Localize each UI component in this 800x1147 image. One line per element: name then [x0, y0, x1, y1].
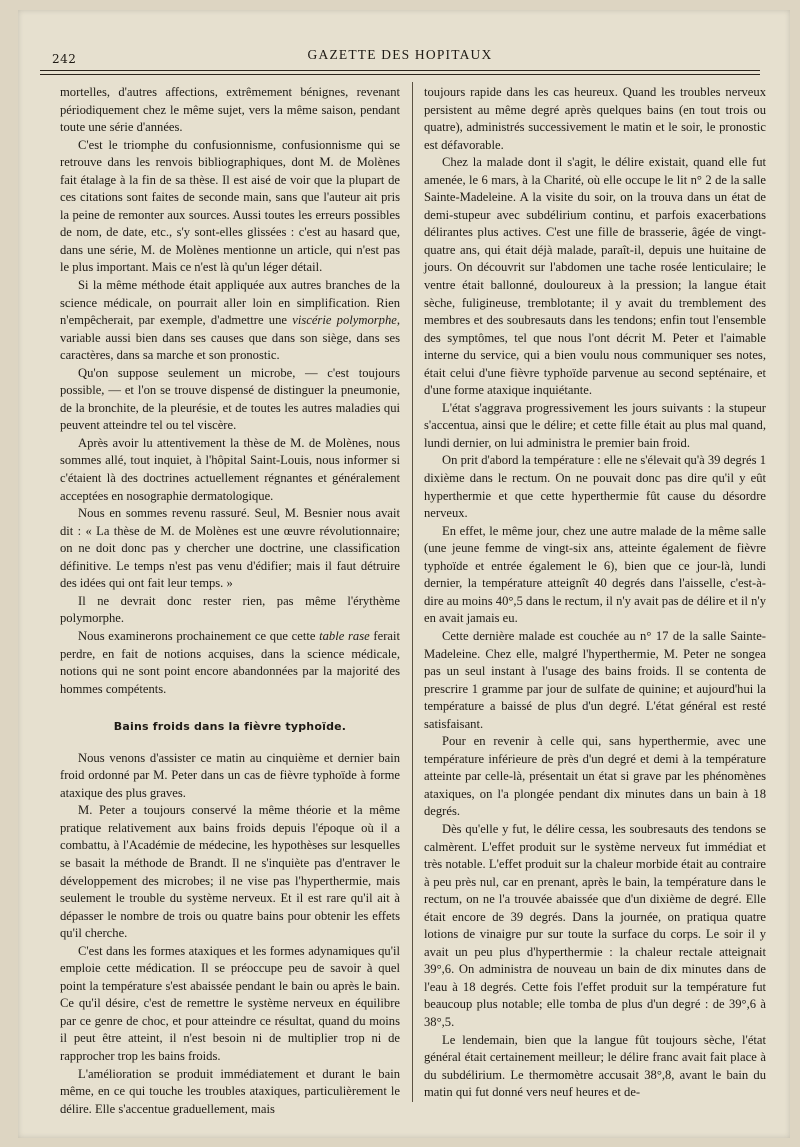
paragraph: M. Peter a toujours conservé la même théorie et la même pratique relativement aux bains froids depuis l'époque où il a combattu, à l'Académie de médecine, les hypothèses sur lesquelles se basait la méthode de Brandt. Il ne s'inquiète pas d'entraver le développement des microbes; il ne vise pas l'hyperthermie, mais seulement le trouble du système nerveux. Et il est rare qu'il ait à dépasser le nombre de trois ou quatre bains pour obtenir les effets qu'il cherche.: [60, 803, 400, 941]
paragraph: C'est le triomphe du confusionnisme, confusionnisme qui se retrouve dans les renvois bibliographiques, dont M. de Molènes fait étalage à la fin de sa thèse. Il est aisé de voir que la plupart de ces citations sont faites de seconde main, sans que l'auteur ait pris la peine de remonter aux sources. Aussi toutes les erreurs possibles de nom, de date, etc., s'y sont-elles glissées : c'est au hasard que, dans une série, M. de Molènes mentionne un article, qui n'est pas le plus important. Mais ce n'est là qu'un léger détail.: [60, 137, 400, 275]
paragraph: L'amélioration se produit immédiatement et durant le bain même, en ce qui touche les troubles ataxiques, particulièrement le délire. Elle s'accentue graduellement, mais: [60, 1066, 400, 1116]
journal-title: GAZETTE DES HOPITAUX: [307, 47, 493, 62]
header-rule: [40, 70, 760, 71]
text-run: Nous examinerons prochainement ce que cette: [78, 628, 320, 643]
paragraph: Il ne devrait donc rester rien, pas même l'érythème polymorphe.: [60, 593, 400, 626]
text-run: ferait perdre, en fait de notions acquises, dans la science médicale, notions qui ne sont point encore abandonnées par la majorité des hommes compétents.: [60, 628, 400, 696]
paragraph: Nous venons d'assister ce matin au cinquième et dernier bain froid ordonné par M. Peter dans un cas de fièvre typhoïde à forme ataxique des plus graves.: [60, 750, 400, 800]
paragraph: Après avoir lu attentivement la thèse de M. de Molènes, nous sommes allé, tout inquiet, à l'hôpital Saint-Louis, nous informer si c'étaient là des doctrines actuellement régnantes et généralement acceptées en nosographie dermatologique.: [60, 435, 400, 503]
text-run: , variable aussi bien dans ses causes que dans son siège, dans ses caractères, dans sa marche et son pronostic.: [60, 313, 400, 363]
paragraph: mortelles, d'autres affections, extrêmement bénignes, revenant périodiquement chez le même sujet, vers la même saison, pendant toute une série d'années.: [60, 85, 400, 135]
paragraph: [60, 628, 400, 698]
paragraph: Cette dernière malade est couchée au n° 17 de la salle Sainte-Madeleine. Chez elle, malgré l'hyperthermie, M. Peter ne songea pas un seul instant à l'usage des bains froids. Il se contenta de prescrire 1 gramme par jour de sulfate de quinine; et aujourd'hui la température a baissé de plus d'un degré. L'état général est resté satisfaisant.: [424, 628, 766, 731]
left-column: [60, 84, 400, 1118]
column-divider: [412, 82, 413, 1102]
italic-term: viscérie polymorphe: [292, 313, 397, 328]
paragraph: Qu'on suppose seulement un microbe, — c'est toujours possible, — et l'on se trouve dispensé de distinguer la pneumonie, de la bronchite, de la pleurésie, et de toutes les autres maladies qui peuvent atteindre tel ou tel viscère.: [60, 365, 400, 433]
paragraph: Dès qu'elle y fut, le délire cessa, les soubresauts des tendons se calmèrent. L'effet produit sur le système nerveux fut immédiat et très notable. L'effet produit sur la chaleur morbide était au contraire à peu près nul, car en prenant, après le bain, la température dans le rectum, on ne l'a trouvée abaissée que d'un dixième de degré. Elle était encore de 39 degrés. Dans la journée, on pratiqua quatre lotions de vinaigre pur sur toute la surface du corps. Le soir il y avait un peu plus d'hyperthermie : la chaleur rectale atteignait 39°,6. On administra de nouveau un bain de dix minutes dans de l'eau à 18 degrés. Cette fois l'effet produit sur la température fut beaucoup plus notable; elle tomba de plus d'un degré : de 39°,6 à 38°,5.: [424, 821, 766, 1029]
paragraph: toujours rapide dans les cas heureux. Quand les troubles nerveux persistent au même degré après quelques bains (en tout trois ou quatre), administrés successivement le matin et le soir, le pronostic est défavorable.: [424, 85, 766, 152]
paragraph: Chez la malade dont il s'agit, le délire existait, quand elle fut amenée, le 6 mars, à la Charité, où elle occupe le lit n° 2 de la salle Sainte-Madeleine. A la visite du soir, on la trouva dans un état de demi-stupeur avec subdélirium continu, et parfois exacerbations délirantes plus actives. C'est une fille de brasserie, âgée de vingt-quatre ans, qui était déjà malade, paraît-il, depuis une huitaine de jours. On découvrit sur l'abdomen une tache rosée lenticulaire; le ventre était ballonné, douloureux à la pression; la langue était sèche, fuligineuse, tremblotante; il y avait du tremblement des membres et des soubresauts dans les tendons; enfin tout l'ensemble des symptômes, tel que nous l'ont décrit M. Peter et l'aimable interne du service, qui a bien voulu nous communiquer ses notes, était celui d'une fièvre typhoïde parvenue au second septénaire, et d'une forme ataxique inquiétante.: [424, 155, 766, 398]
paragraph: L'état s'aggrava progressivement les jours suivants : la stupeur s'accentua, ainsi que le délire; et cette fille était au plus mal quand, lundi dernier, on lui administra le premier bain froid.: [424, 400, 766, 450]
paragraph: Pour en revenir à celle qui, sans hyperthermie, avec une température inférieure de près d'un degré et demi à la température atteinte par celle-là, présentait un état si grave par les phénomènes ataxiques, on l'a plongée pendant dix minutes dans un bain à 18 degrés.: [424, 734, 766, 819]
header-rule-thin: [40, 74, 760, 75]
text-run: Si la même méthode était appliquée aux autres branches de la science médicale, on pourrait aller loin en simplification. Rien n'empêcherait, par exemple, d'admettre une: [60, 278, 400, 328]
page-number: 242: [52, 52, 77, 66]
page-header: [40, 42, 760, 64]
paragraph: Nous en sommes revenu rassuré. Seul, M. Besnier nous avait dit : « La thèse de M. de Molènes est une œuvre révolutionnaire; on ne doit donc pas y chercher une doctrine, une classification définitive. Le temps n'est pas venu d'édifier; mais il faut détruire des idées qui ont fait leur temps. »: [60, 506, 400, 591]
paragraph: On prit d'abord la température : elle ne s'élevait qu'à 39 degrés 1 dixième dans le rectum. On ne pouvait donc pas dire qu'il y eût hyperthermie et que cette hyperthermie fût cause du désordre nerveux.: [424, 453, 766, 521]
paragraph: Le lendemain, bien que la langue fût toujours sèche, l'état général était certainement meilleur; le délire franc avait fait place à du subdélirium. Le thermomètre accusait 38°,8, avant le bain du matin qui fut donné vers neuf heures et de-: [424, 1032, 766, 1100]
italic-term: table rase: [319, 628, 370, 643]
paragraph: En effet, le même jour, chez une autre malade de la même salle (une jeune femme de vingt-six ans, atteinte également de fièvre typhoïde et entrée également le 6), bien que ce jour-là, lundi dernier, la température atteignît 40 degrés dans l'aisselle, c'est-à-dire au moins 40°,5 dans le rectum, il n'y avait pas de délire et il n'y en avait jamais eu.: [424, 523, 766, 626]
paragraph: [60, 277, 400, 365]
section-title: Bains froids dans la fièvre typhoïde.: [113, 720, 347, 734]
right-column: [424, 84, 766, 1102]
paragraph: C'est dans les formes ataxiques et les formes adynamiques qu'il emploie cette médication. Il se préoccupe peu de savoir à quel point la température s'est abaissée pendant le bain ou après le bain. Ce qu'il désire, c'est de remettre le système nerveux en équilibre par ce genre de choc, et pour atteindre ce résultat, quand du moins il peut être atteint, il n'est besoin ni de multiplier trop ni de rapprocher trop les bains froids.: [60, 943, 400, 1063]
